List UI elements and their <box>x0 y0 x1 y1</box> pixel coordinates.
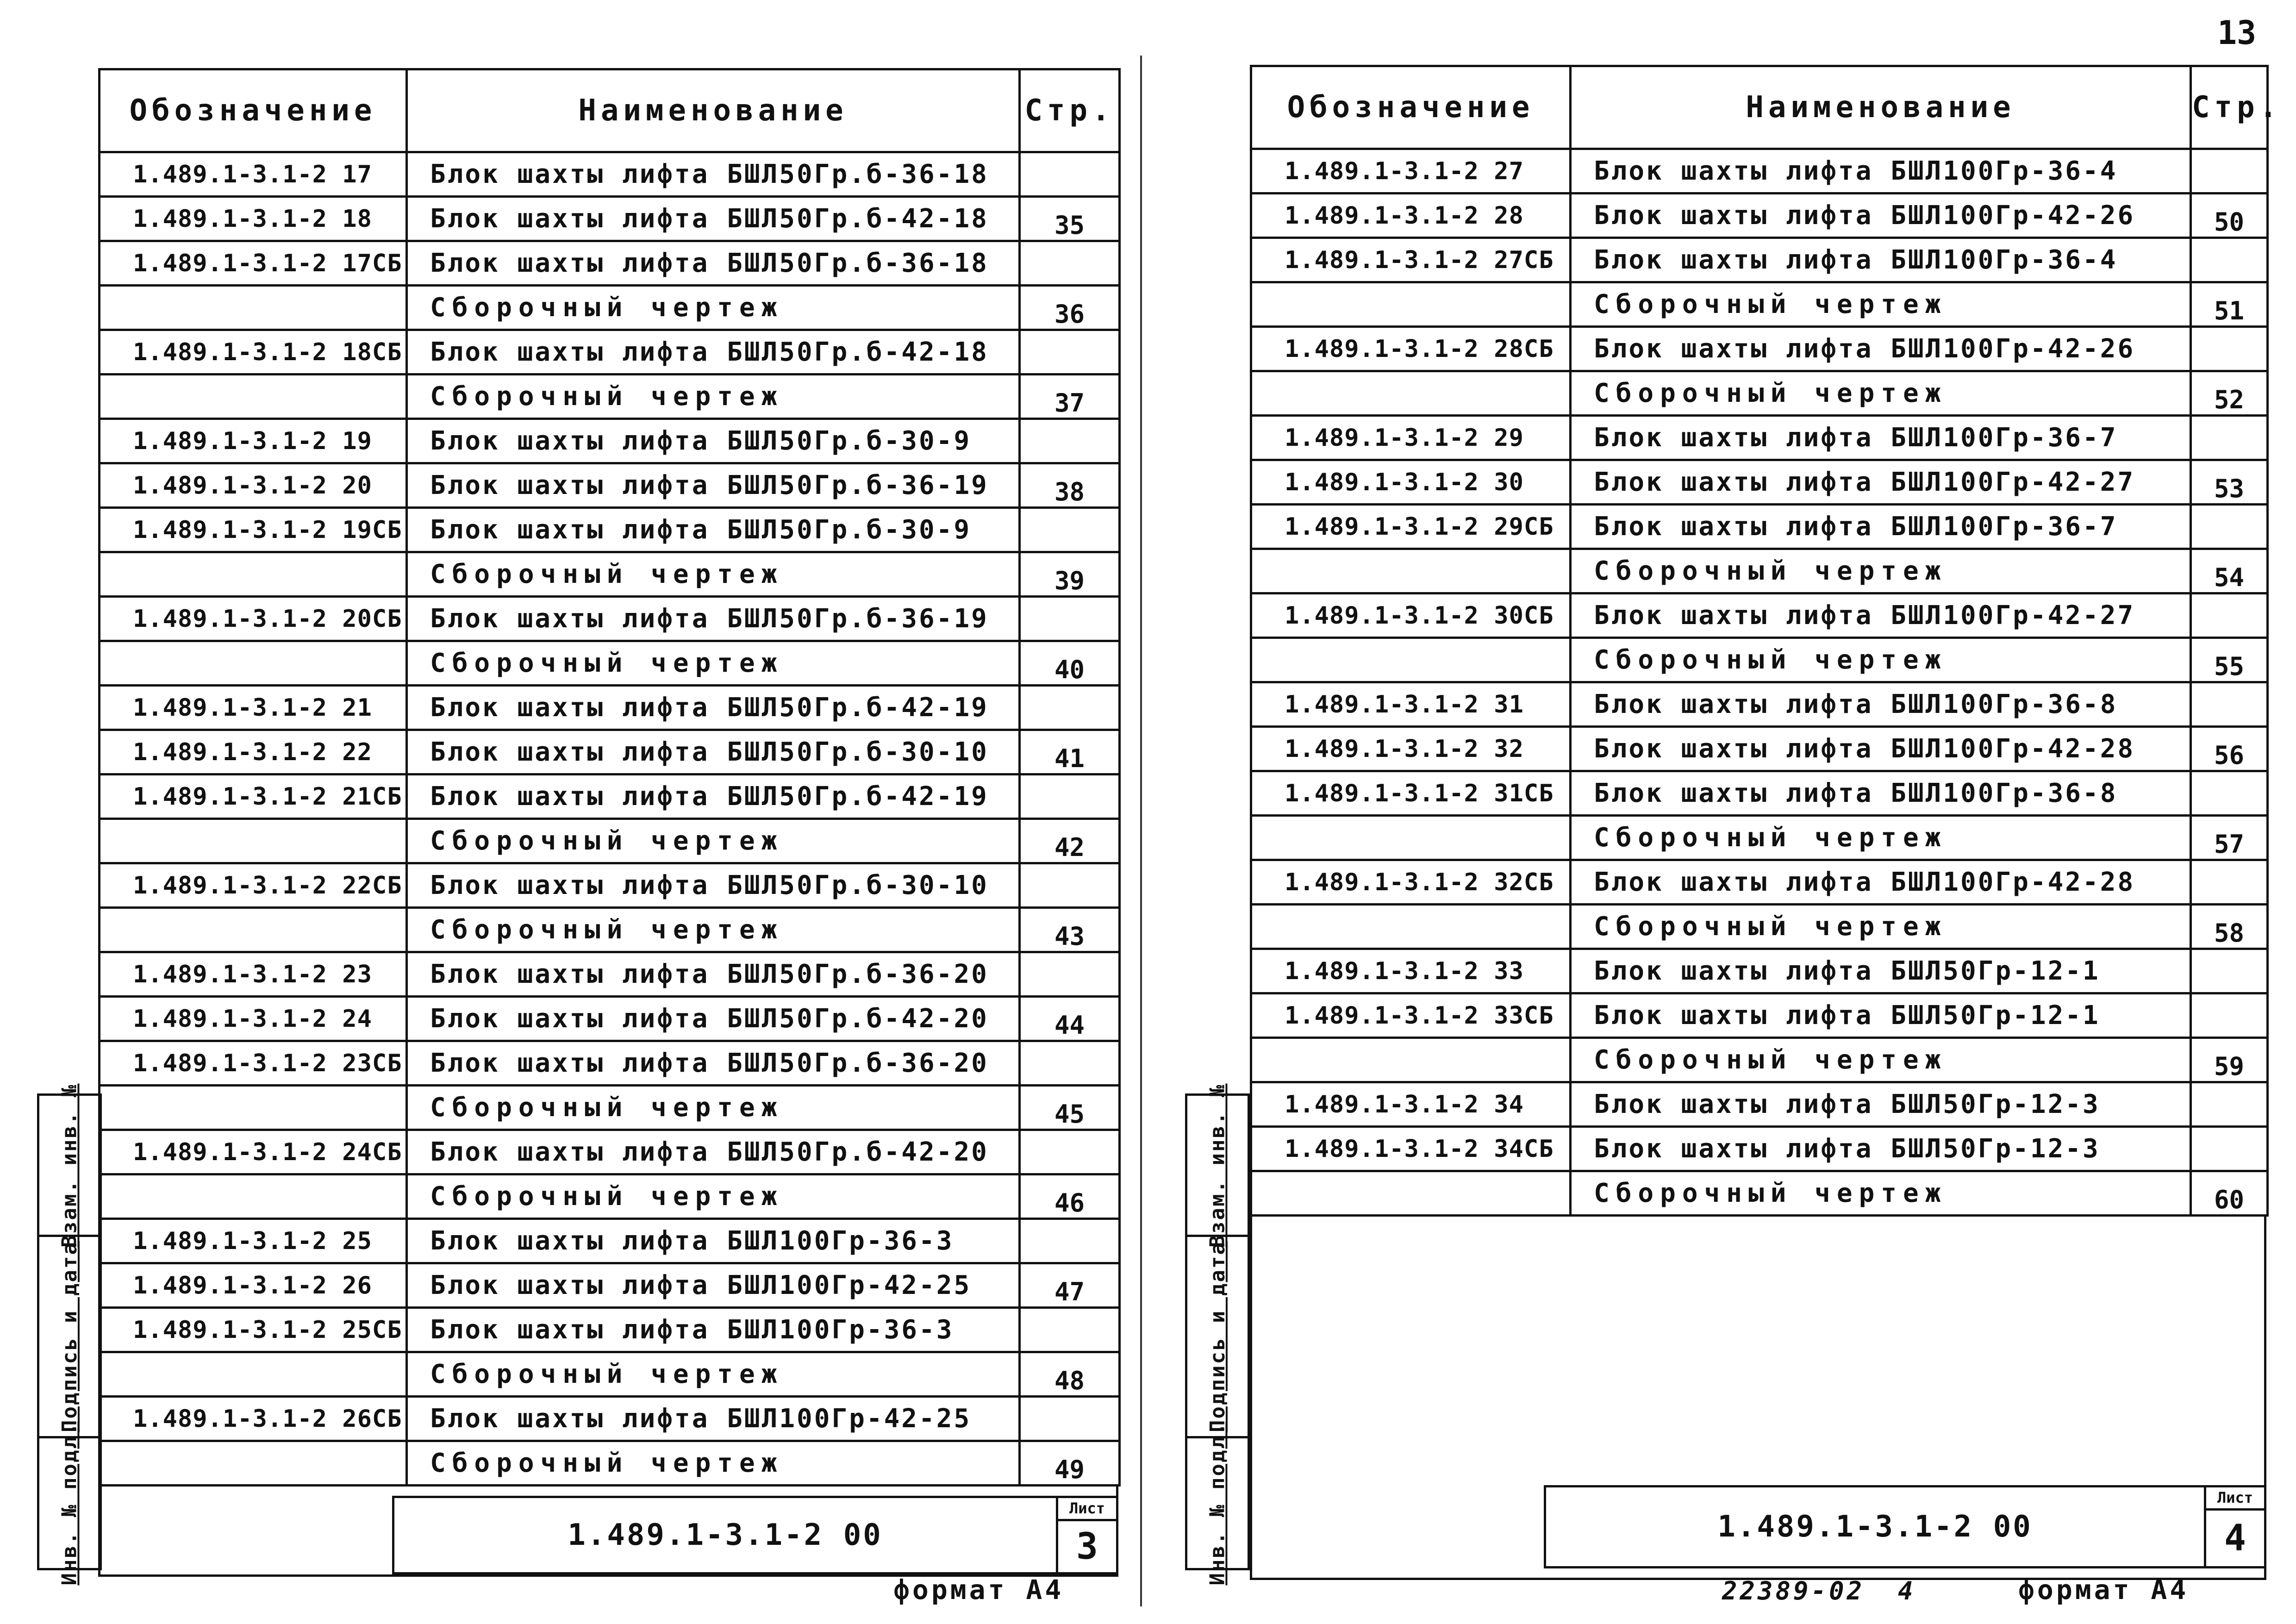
sheet-box <box>1056 1498 1116 1572</box>
page-fold <box>1140 56 1142 1606</box>
row-page <box>2191 771 2268 816</box>
row-designation: 1.489.1-3.1-2 32 <box>1251 727 1571 771</box>
spec-rows <box>1251 149 2268 1216</box>
row-name: Блок шахты лифта БШЛ50Гр-12-3 <box>1571 1082 2191 1127</box>
row-page: 59 <box>2191 1038 2268 1082</box>
row-name: Сборочный чертеж <box>407 819 1020 863</box>
row-designation: 1.489.1-3.1-2 34 <box>1251 1082 1571 1127</box>
row-name: Блок шахты лифта БШЛ50Гр.б-42-18 <box>407 330 1020 375</box>
row-page <box>1020 508 1120 552</box>
row-name: Блок шахты лифта БШЛ50Гр-12-1 <box>1571 949 2191 993</box>
row-designation: 1.489.1-3.1-2 20 <box>100 463 407 508</box>
row-designation <box>100 1441 407 1486</box>
row-name: Блок шахты лифта БШЛ100Гр-42-27 <box>1571 593 2191 638</box>
row-designation: 1.489.1-3.1-2 20СБ <box>100 597 407 641</box>
sheet-number: 4 <box>2224 1518 2246 1559</box>
row-name: Блок шахты лифта БШЛ50Гр.б-42-18 <box>407 197 1020 241</box>
archive-number: 22389-02 <box>1722 1576 1865 1605</box>
row-designation <box>1251 282 1571 327</box>
row-name: Сборочный чертеж <box>1571 371 2191 416</box>
table-row <box>1251 1171 2268 1216</box>
table-row <box>1251 371 2268 416</box>
row-page: 51 <box>2191 282 2268 327</box>
row-name: Блок шахты лифта БШЛ100Гр-36-8 <box>1571 682 2191 727</box>
row-page: 52 <box>2191 371 2268 416</box>
header-designation: Обозначение <box>100 69 407 152</box>
margin-vzam-inv: Взам. инв. № <box>39 1096 100 1237</box>
row-page: 37 <box>1020 375 1120 419</box>
row-name: Сборочный чертеж <box>407 1352 1020 1397</box>
table-row <box>100 952 1120 997</box>
row-page: 45 <box>1020 1086 1120 1130</box>
row-name: Блок шахты лифта БШЛ100Гр-36-4 <box>1571 149 2191 194</box>
row-name: Блок шахты лифта БШЛ50Гр.б-42-20 <box>407 997 1020 1041</box>
row-designation: 1.489.1-3.1-2 30 <box>1251 460 1571 505</box>
row-page <box>1020 419 1120 463</box>
table-row <box>1251 593 2268 638</box>
row-designation: 1.489.1-3.1-2 31СБ <box>1251 771 1571 816</box>
row-designation <box>100 1174 407 1219</box>
row-designation: 1.489.1-3.1-2 26СБ <box>100 1397 407 1441</box>
table-row <box>1251 194 2268 238</box>
row-name: Блок шахты лифта БШЛ50Гр.б-30-10 <box>407 730 1020 775</box>
sheet-4 <box>1250 65 2282 1580</box>
table-row <box>1251 949 2268 993</box>
row-page: 36 <box>1020 286 1120 330</box>
row-page: 46 <box>1020 1174 1120 1219</box>
title-block-inner <box>1544 1485 2266 1568</box>
doc-code: 1.489.1-3.1-2 00 <box>1717 1510 2033 1544</box>
row-name: Сборочный чертеж <box>407 286 1020 330</box>
header-designation: Обозначение <box>1251 66 1571 149</box>
row-page: 49 <box>1020 1441 1120 1486</box>
table-row <box>1251 416 2268 460</box>
table-row <box>1251 327 2268 371</box>
row-name: Сборочный чертеж <box>1571 282 2191 327</box>
row-page <box>2191 993 2268 1038</box>
table-row <box>1251 638 2268 682</box>
table-row <box>100 419 1120 463</box>
row-name: Блок шахты лифта БШЛ50Гр.б-30-9 <box>407 508 1020 552</box>
row-designation: 1.489.1-3.1-2 21СБ <box>100 775 407 819</box>
table-row <box>100 152 1120 197</box>
row-designation: 1.489.1-3.1-2 28 <box>1251 194 1571 238</box>
row-page: 54 <box>2191 549 2268 593</box>
table-row <box>1251 460 2268 505</box>
spec-table <box>1250 65 2282 1217</box>
row-page <box>1020 1308 1120 1352</box>
sheet-3 <box>98 68 1118 1577</box>
row-name: Сборочный чертеж <box>1571 549 2191 593</box>
row-page: 40 <box>1020 641 1120 686</box>
header-name: Наименование <box>407 69 1020 152</box>
row-designation: 1.489.1-3.1-2 18СБ <box>100 330 407 375</box>
row-page <box>1020 330 1120 375</box>
table-row <box>100 463 1120 508</box>
row-name: Блок шахты лифта БШЛ50Гр.б-36-20 <box>407 1041 1020 1086</box>
row-designation <box>100 1086 407 1130</box>
table-row <box>100 1397 1120 1441</box>
row-page: 58 <box>2191 905 2268 949</box>
row-name: Сборочный чертеж <box>407 552 1020 597</box>
row-page: 56 <box>2191 727 2268 771</box>
row-name: Блок шахты лифта БШЛ100Гр-42-26 <box>1571 327 2191 371</box>
row-page <box>1020 1219 1120 1263</box>
row-page: 44 <box>1020 997 1120 1041</box>
row-page <box>2191 416 2268 460</box>
table-row <box>100 1130 1120 1174</box>
table-row <box>1251 860 2268 905</box>
row-name: Блок шахты лифта БШЛ100Гр-36-7 <box>1571 416 2191 460</box>
row-name: Блок шахты лифта БШЛ100Гр-36-3 <box>407 1219 1020 1263</box>
row-name: Блок шахты лифта БШЛ100Гр-42-26 <box>1571 194 2191 238</box>
row-name: Блок шахты лифта БШЛ50Гр-12-3 <box>1571 1127 2191 1171</box>
table-row <box>100 775 1120 819</box>
row-name: Блок шахты лифта БШЛ100Гр-42-25 <box>407 1263 1020 1308</box>
row-designation: 1.489.1-3.1-2 33СБ <box>1251 993 1571 1038</box>
spec-table <box>98 68 1121 1487</box>
row-name: Блок шахты лифта БШЛ100Гр-42-25 <box>407 1397 1020 1441</box>
row-designation: 1.489.1-3.1-2 25СБ <box>100 1308 407 1352</box>
row-page <box>2191 327 2268 371</box>
row-page: 35 <box>1020 197 1120 241</box>
spec-rows <box>100 152 1120 1486</box>
row-designation <box>100 819 407 863</box>
table-row <box>100 597 1120 641</box>
row-designation: 1.489.1-3.1-2 17СБ <box>100 241 407 286</box>
margin-inv-podl: Инв. № подл. <box>57 1421 81 1585</box>
row-page <box>1020 952 1120 997</box>
row-name: Блок шахты лифта БШЛ50Гр.б-42-19 <box>407 775 1020 819</box>
margin-sign-date: Подпись и дата <box>39 1237 100 1438</box>
row-page <box>2191 860 2268 905</box>
row-name: Блок шахты лифта БШЛ50Гр.б-36-19 <box>407 597 1020 641</box>
row-name: Блок шахты лифта БШЛ50Гр.б-36-19 <box>407 463 1020 508</box>
row-name: Блок шахты лифта БШЛ50Гр-12-1 <box>1571 993 2191 1038</box>
row-name: Сборочный чертеж <box>1571 816 2191 860</box>
row-name: Блок шахты лифта БШЛ100Гр-42-28 <box>1571 727 2191 771</box>
table-row <box>1251 682 2268 727</box>
table-row <box>1251 1127 2268 1171</box>
row-name: Сборочный чертеж <box>1571 638 2191 682</box>
row-designation <box>1251 549 1571 593</box>
row-page: 42 <box>1020 819 1120 863</box>
row-page <box>2191 593 2268 638</box>
header-page: Стр. <box>2191 66 2268 149</box>
row-designation <box>100 286 407 330</box>
row-designation: 1.489.1-3.1-2 27 <box>1251 149 1571 194</box>
row-name: Блок шахты лифта БШЛ100Гр-36-4 <box>1571 238 2191 282</box>
row-designation <box>100 1352 407 1397</box>
table-row <box>1251 549 2268 593</box>
margin-inv-podl: Инв. № подл. <box>1205 1421 1229 1585</box>
table-row <box>100 330 1120 375</box>
row-page: 39 <box>1020 552 1120 597</box>
row-name: Блок шахты лифта БШЛ50Гр.б-42-19 <box>407 686 1020 730</box>
sheet-label: Лист <box>2206 1487 2264 1511</box>
row-page <box>1020 152 1120 197</box>
row-page: 41 <box>1020 730 1120 775</box>
row-designation: 1.489.1-3.1-2 34СБ <box>1251 1127 1571 1171</box>
table-row <box>1251 1038 2268 1082</box>
row-name: Сборочный чертеж <box>1571 1171 2191 1216</box>
corner-page-number: 13 <box>2217 14 2257 52</box>
table-row <box>100 1352 1120 1397</box>
table-row <box>100 552 1120 597</box>
row-name: Сборочный чертеж <box>407 908 1020 952</box>
table-row <box>1251 905 2268 949</box>
table-row <box>100 908 1120 952</box>
row-designation <box>1251 1171 1571 1216</box>
table-row <box>1251 816 2268 860</box>
table-row <box>100 863 1120 908</box>
row-designation <box>100 375 407 419</box>
row-designation: 1.489.1-3.1-2 23СБ <box>100 1041 407 1086</box>
row-page: 50 <box>2191 194 2268 238</box>
row-page <box>2191 682 2268 727</box>
row-page <box>1020 775 1120 819</box>
table-row <box>100 375 1120 419</box>
row-page <box>1020 597 1120 641</box>
archive-suffix: 4 <box>1898 1576 1916 1605</box>
sheet-number: 3 <box>1076 1526 1098 1568</box>
row-name: Сборочный чертеж <box>407 375 1020 419</box>
row-name: Блок шахты лифта БШЛ50Гр.б-36-18 <box>407 152 1020 197</box>
row-designation <box>1251 638 1571 682</box>
row-name: Блок шахты лифта БШЛ50Гр.б-36-20 <box>407 952 1020 997</box>
row-page: 43 <box>1020 908 1120 952</box>
row-page: 60 <box>2191 1171 2268 1216</box>
row-designation: 1.489.1-3.1-2 17 <box>100 152 407 197</box>
doc-code: 1.489.1-3.1-2 00 <box>568 1518 883 1552</box>
row-page <box>1020 686 1120 730</box>
row-designation: 1.489.1-3.1-2 27СБ <box>1251 238 1571 282</box>
row-name: Блок шахты лифта БШЛ100Гр-36-7 <box>1571 505 2191 549</box>
row-designation <box>1251 371 1571 416</box>
title-block <box>1250 1217 2266 1580</box>
table-row <box>1251 993 2268 1038</box>
row-page: 38 <box>1020 463 1120 508</box>
table-row <box>1251 238 2268 282</box>
row-page <box>1020 1041 1120 1086</box>
row-page <box>2191 149 2268 194</box>
row-designation: 1.489.1-3.1-2 24СБ <box>100 1130 407 1174</box>
row-designation: 1.489.1-3.1-2 28СБ <box>1251 327 1571 371</box>
table-row <box>100 1263 1120 1308</box>
row-name: Сборочный чертеж <box>407 1086 1020 1130</box>
row-page: 57 <box>2191 816 2268 860</box>
row-name: Сборочный чертеж <box>407 1174 1020 1219</box>
row-name: Блок шахты лифта БШЛ100Гр-36-8 <box>1571 771 2191 816</box>
table-row <box>1251 727 2268 771</box>
format-label: формат А4 <box>2018 1574 2189 1605</box>
table-row <box>100 1041 1120 1086</box>
title-block <box>98 1487 1118 1577</box>
row-designation <box>1251 816 1571 860</box>
row-designation: 1.489.1-3.1-2 29 <box>1251 416 1571 460</box>
row-page <box>2191 1127 2268 1171</box>
row-page <box>2191 238 2268 282</box>
header-row <box>1251 66 2268 149</box>
row-designation <box>1251 905 1571 949</box>
row-name: Блок шахты лифта БШЛ50Гр.б-42-20 <box>407 1130 1020 1174</box>
row-designation: 1.489.1-3.1-2 23 <box>100 952 407 997</box>
row-page <box>2191 1082 2268 1127</box>
title-block-inner <box>392 1496 1118 1574</box>
row-designation: 1.489.1-3.1-2 22СБ <box>100 863 407 908</box>
row-designation: 1.489.1-3.1-2 32СБ <box>1251 860 1571 905</box>
table-row <box>1251 1082 2268 1127</box>
row-designation <box>1251 1038 1571 1082</box>
row-page <box>1020 241 1120 286</box>
row-designation: 1.489.1-3.1-2 24 <box>100 997 407 1041</box>
table-row <box>1251 771 2268 816</box>
sheet-box <box>2204 1487 2264 1566</box>
table-row <box>100 997 1120 1041</box>
row-name: Блок шахты лифта БШЛ50Гр.б-36-18 <box>407 241 1020 286</box>
row-page <box>1020 1397 1120 1441</box>
table-row <box>100 1441 1120 1486</box>
header-page: Стр. <box>1020 69 1120 152</box>
table-row <box>100 1308 1120 1352</box>
row-designation: 1.489.1-3.1-2 31 <box>1251 682 1571 727</box>
row-page <box>2191 949 2268 993</box>
row-name: Сборочный чертеж <box>1571 905 2191 949</box>
table-row <box>100 730 1120 775</box>
row-designation <box>100 552 407 597</box>
row-page: 47 <box>1020 1263 1120 1308</box>
row-designation: 1.489.1-3.1-2 29СБ <box>1251 505 1571 549</box>
row-page <box>1020 1130 1120 1174</box>
right-margin-strip <box>1185 1083 1250 1585</box>
row-designation <box>100 641 407 686</box>
table-row <box>100 241 1120 286</box>
table-row <box>100 819 1120 863</box>
row-page <box>2191 505 2268 549</box>
table-row <box>100 197 1120 241</box>
header-name: Наименование <box>1571 66 2191 149</box>
sheet-label: Лист <box>1058 1498 1116 1521</box>
row-name: Сборочный чертеж <box>1571 1038 2191 1082</box>
row-designation <box>100 908 407 952</box>
row-designation: 1.489.1-3.1-2 25 <box>100 1219 407 1263</box>
table-row <box>100 1086 1120 1130</box>
table-row <box>100 1219 1120 1263</box>
row-name: Блок шахты лифта БШЛ100Гр-42-27 <box>1571 460 2191 505</box>
row-designation: 1.489.1-3.1-2 18 <box>100 197 407 241</box>
margin-vzam-inv: Взам. инв. № <box>1187 1096 1248 1237</box>
row-designation: 1.489.1-3.1-2 19 <box>100 419 407 463</box>
row-name: Блок шахты лифта БШЛ100Гр-42-28 <box>1571 860 2191 905</box>
row-designation: 1.489.1-3.1-2 22 <box>100 730 407 775</box>
row-name: Блок шахты лифта БШЛ100Гр-36-3 <box>407 1308 1020 1352</box>
row-name: Блок шахты лифта БШЛ50Гр.б-30-9 <box>407 419 1020 463</box>
row-page: 53 <box>2191 460 2268 505</box>
format-label: формат А4 <box>893 1574 1064 1605</box>
row-page: 55 <box>2191 638 2268 682</box>
table-row <box>1251 282 2268 327</box>
row-designation: 1.489.1-3.1-2 33 <box>1251 949 1571 993</box>
row-page: 48 <box>1020 1352 1120 1397</box>
row-designation: 1.489.1-3.1-2 21 <box>100 686 407 730</box>
row-name: Блок шахты лифта БШЛ50Гр.б-30-10 <box>407 863 1020 908</box>
table-row <box>100 508 1120 552</box>
table-row <box>1251 149 2268 194</box>
header-row <box>100 69 1120 152</box>
row-designation: 1.489.1-3.1-2 26 <box>100 1263 407 1308</box>
row-designation: 1.489.1-3.1-2 19СБ <box>100 508 407 552</box>
table-row <box>100 286 1120 330</box>
left-margin-strip <box>37 1083 102 1585</box>
table-row <box>100 641 1120 686</box>
table-row <box>100 1174 1120 1219</box>
table-row <box>100 686 1120 730</box>
row-designation: 1.489.1-3.1-2 30СБ <box>1251 593 1571 638</box>
row-name: Сборочный чертеж <box>407 641 1020 686</box>
row-page <box>1020 863 1120 908</box>
margin-sign-date: Подпись и дата <box>1187 1237 1248 1438</box>
table-row <box>1251 505 2268 549</box>
row-name: Сборочный чертеж <box>407 1441 1020 1486</box>
